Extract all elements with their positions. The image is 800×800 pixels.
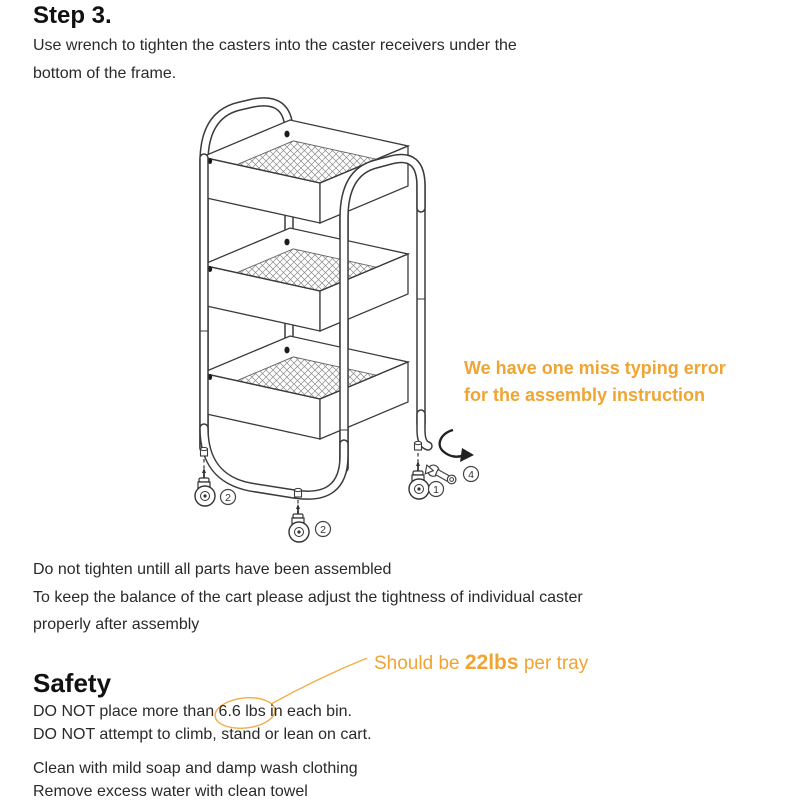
- error-annotation-line-2: for the assembly instruction: [464, 385, 706, 405]
- step-body-line-1: Use wrench to tighten the casters into the caster receivers under the: [33, 37, 517, 54]
- correction-value: 22lbs: [464, 651, 519, 674]
- part-label-wrench: [464, 467, 479, 482]
- note-line-3: properly after assembly: [33, 616, 200, 633]
- error-annotation-line-1: We have one miss typing error: [464, 358, 726, 378]
- tray-middle: [202, 228, 408, 331]
- correction-prefix: Should be: [374, 653, 465, 674]
- step-heading: Step 3.: [33, 2, 112, 29]
- caster-icon: [289, 504, 309, 542]
- svg-text:2: 2: [320, 523, 326, 536]
- part-label-caster-right: [429, 482, 444, 497]
- svg-text:2: 2: [225, 491, 231, 504]
- correction-suffix: per tray: [518, 653, 589, 674]
- correction-leader-line: [271, 658, 367, 704]
- tray-top: [202, 120, 408, 223]
- rotate-arrow-icon: [440, 430, 474, 462]
- caster-receiver: [295, 488, 302, 497]
- step-body-line-2: bottom of the frame.: [33, 65, 177, 82]
- safety-line-2: DO NOT attempt to climb, stand or lean on cart.: [33, 726, 372, 743]
- caster-receiver: [415, 441, 422, 450]
- wrench-icon: [424, 464, 457, 485]
- care-line-2: Remove excess water with clean towel: [33, 783, 308, 800]
- part-label-caster-middle: [316, 522, 331, 537]
- caster-receiver: [201, 447, 208, 456]
- note-line-1: Do not tighten untill all parts have been assembled: [33, 561, 392, 578]
- svg-text:4: 4: [468, 468, 474, 481]
- correction-callout: [374, 651, 588, 675]
- tray-bottom: [202, 336, 408, 439]
- error-annotation: [464, 355, 726, 409]
- care-line-1: Clean with mild soap and damp wash clothing: [33, 760, 358, 777]
- svg-text:1: 1: [433, 483, 439, 496]
- safety-line-1: DO NOT place more than 6.6 lbs in each bin.: [33, 703, 352, 720]
- part-label-caster-left: [221, 490, 236, 505]
- caster-icon: [195, 468, 215, 506]
- note-line-2: To keep the balance of the cart please adjust the tightness of individual caster: [33, 589, 583, 606]
- safety-heading: Safety: [33, 668, 112, 698]
